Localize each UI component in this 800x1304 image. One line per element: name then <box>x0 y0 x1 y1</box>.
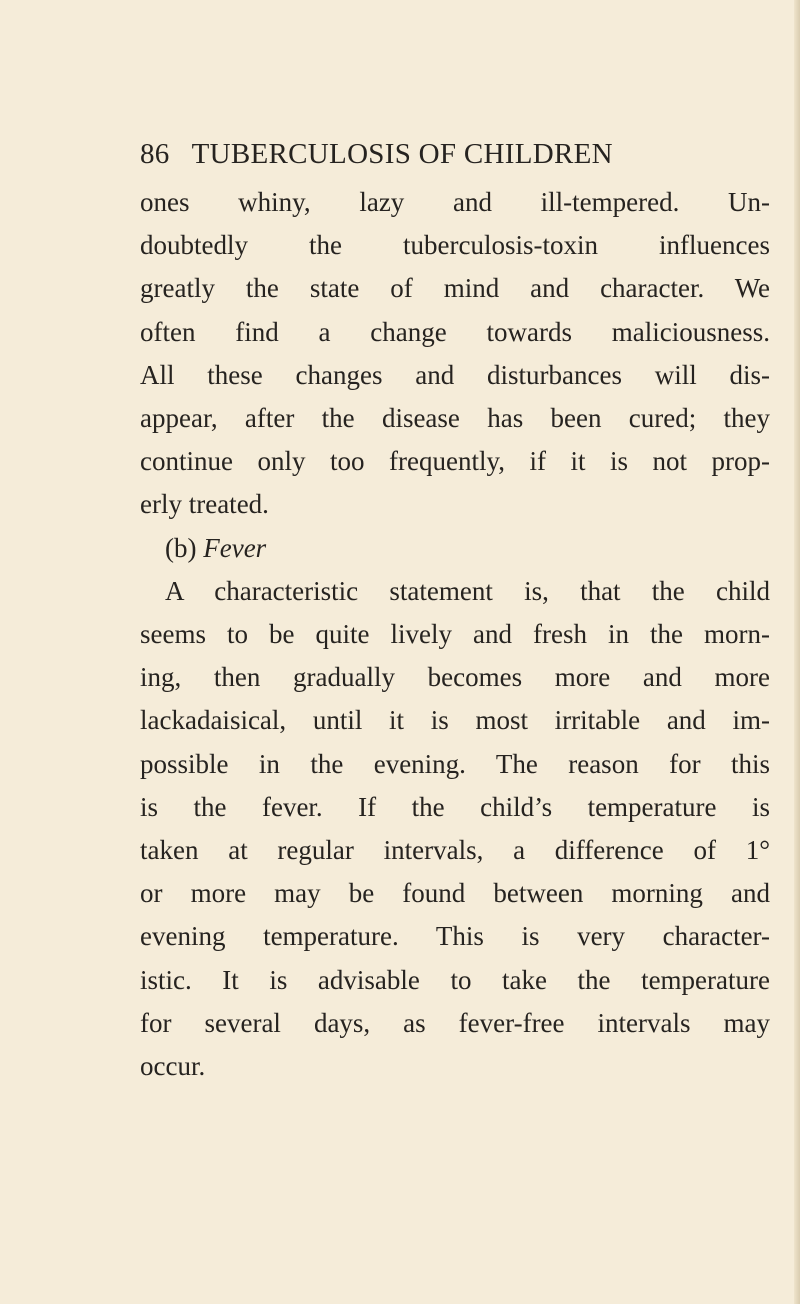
text-line: doubtedly the tuberculosis-toxin influences <box>140 230 770 261</box>
text-line: occur. <box>140 1051 206 1082</box>
text-line: often find a change towards maliciousness. <box>140 316 770 347</box>
text-line: appear, after the disease has been cured; they <box>140 403 770 434</box>
page-edge <box>794 0 800 1304</box>
text-line: evening temperature. This is very character- <box>140 921 770 952</box>
section-title: Fever <box>203 532 267 563</box>
text-line: possible in the evening. The reason for this <box>140 748 770 779</box>
text-line: All these changes and disturbances will dis- <box>140 359 770 390</box>
running-title: TUBERCULOSIS OF CHILDREN <box>191 138 613 170</box>
section-heading <box>140 527 770 570</box>
text-line: erly treated. <box>140 489 269 520</box>
text-line: continue only too frequently, if it is not prop- <box>140 446 770 477</box>
page-body <box>140 181 770 1088</box>
text-line: for several days, as fever-free intervals may <box>140 1007 770 1038</box>
running-header <box>140 138 635 171</box>
text-line: seems to be quite lively and fresh in the morn- <box>140 619 770 650</box>
text-line: ones whiny, lazy and ill-tempered. Un- <box>140 187 770 217</box>
text-line: greatly the state of mind and character. We <box>140 273 770 304</box>
page-number: 86 <box>140 138 170 170</box>
text-line: ing, then gradually becomes more and more <box>140 662 770 693</box>
text-line: A characteristic statement is, that the child <box>165 575 770 606</box>
text-line: istic. It is advisable to take the temperature <box>140 964 770 995</box>
text-line: taken at regular intervals, a difference of 1° <box>140 835 770 866</box>
text-line: is the fever. If the child’s temperature is <box>140 791 770 822</box>
text-line: lackadaisical, until it is most irritable and im- <box>140 705 770 736</box>
section-marker: (b) <box>165 532 197 563</box>
text-line: or more may be found between morning and <box>140 878 770 909</box>
